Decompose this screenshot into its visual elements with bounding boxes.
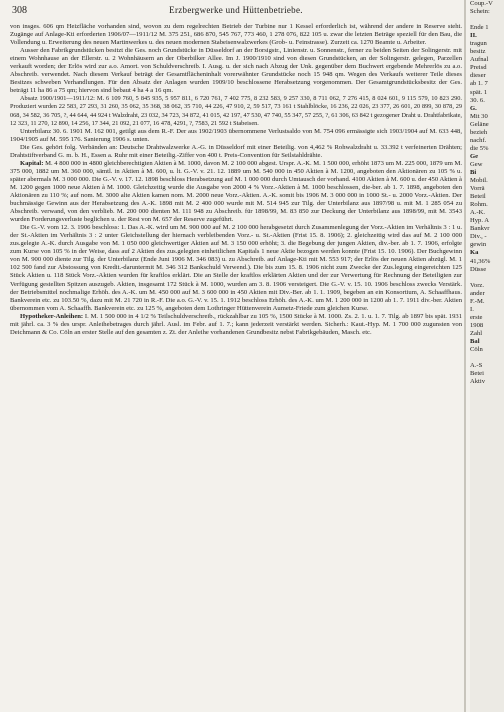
adjacent-page-fragment: Bi [470,168,477,176]
main-column [10,0,462,712]
adjacent-page-fragment: besitz [470,48,486,56]
page-number: 308 [12,5,27,16]
adjacent-page-column [470,0,504,712]
page-gutter [464,0,466,712]
adjacent-page-fragment: 30. 6. [470,96,485,104]
adjacent-page-fragment [470,354,504,362]
adjacent-page-fragment: Schein: [470,8,490,16]
adjacent-page-fragment [470,274,504,282]
paragraph-4: Unterbilanz 30. 6. 1901 M. 162 001, getilgt aus dem R.-F. Der aus 1902/1903 übernommene Verlustsaldo von M. 754 096 ermässigte sich 1903/1904 auf M. 633 448, 1904/1905 auf M. 595 176. Sanierung 1906 s. unten. [10,127,462,143]
adjacent-page-fragment: tragun [470,40,487,48]
paragraph-1: von insges. 606 qm Heizfläche vorhanden sind, wovon zu dem regelrechten Betrieb der Turbine nur 1 Kessel erforderlich ist, während der andere in Reserve steht. Zugänge auf Anlage-Kti erforderten 1906/07—1911/12 M. 375 251, 686 870, 545 767, 773 460, 1 278 076, 822 105 u. zwar die letzten Beträge speziell für den Bau, die Vollendung u. Erweiterung des neuen Martinwerkes u. des neuen modernen Stabeisenwalzwerkes (Grob- u. Feinstrasse). Zurzeit ca. 1270 Beamte u. Arbeiter. [10,23,462,47]
adjacent-page-fragment: nachf. [470,136,487,144]
page-header [10,3,462,19]
adjacent-page-fragment: Aktiv [470,378,486,386]
adjacent-page-fragment: Mobil. [470,177,488,185]
adjacent-page-fragment: die 5% [470,144,489,152]
adjacent-page-fragment: Bankvr [470,225,490,233]
adjacent-page-fragment: II. [470,32,477,40]
adjacent-page-fragment: Betei [470,370,484,378]
adjacent-page-fragment: spät. 1 [470,88,488,96]
running-title: Erzbergwerke und Hüttenbetriebe. [169,5,303,15]
adjacent-page-fragment: ab 1. 7 [470,80,488,88]
adjacent-page-fragment: gewin [470,241,487,249]
adjacent-page-fragment: erste [470,313,483,321]
paragraph-6: Kapital: M. 4 800 000 in 4800 gleichberechtigten Aktien à M. 1000, davon M. 2 100 000 abgest. Urspr. A.-K. M. 1 500 000, erhöht 1873 um M. 225 000, 1879 um M. 375 000, 1882 um M. 360 000, sämtl. in Aktien à M. 600, u. lt. G.-V. v. 21. 12. 1889 um M. 540 000 in 450 Aktien à M. 1200, angeboten den Aktionären zu 105 % u. später abermals M. 3 000 000. Die G.-V. v. 17. 12. 1898 beschloss Herabsetzung auf M. 1 000 000 durch Umtausch der vorhand. 4100 Aktien à M. 600 u. der 450 Aktien à M. 1200 gegen 1000 neue Aktien à M. 1000. Gleichzeitig wurde die Ausgabe von 2000 4 % Vorz.-Aktien à M. 1000 beschlossen, die-ber. ab 1. 7. 1898, angeboten den Aktionären zu 110 %; auf nom. M. 3000 alte Aktien kamen nom. M. 2000 neue Vorz.-Aktien. A.-K. somit bis 1906 M. 3 000 000 in 1000 St.- u. 2000 Vorz.-Aktien. Der buchmässige Gewinn aus der Herabsetzung des A.-K. 1898 mit M. 2 400 000 wurde mit M. 514 945 zur Tilg. der Unterbilanz aus 1897/98 u. mit M. 1 285 054 zu Abschreib. verwand, von den verblieb. M. 200 000 dienten M. 111 948 zu Abschreib. für 1898/99, M. 83 850 zur Deckung der Unterbilanz aus 1898/99, mit M. 3543 wurden Forderungsverluste beglichen u. der Rest von M. 657 der Reserve zugeführt. [10,159,462,224]
adjacent-page-fragment: Ende 1 [470,24,489,32]
body-text [10,23,462,337]
adjacent-page-fragment: Gew [470,160,483,168]
adjacent-page-fragment: Aufnal [470,56,489,64]
adjacent-page-fragment: Coup.-V [470,0,493,7]
adjacent-page-fragment: G. [470,104,477,112]
adjacent-page-fragment: F.-M. [470,297,485,305]
adjacent-page-fragment: 41,36% [470,257,491,265]
adjacent-page-fragment: Düsse [470,265,487,273]
adjacent-page-fragment: 1908 [470,321,484,329]
adjacent-page-fragment [470,16,504,24]
adjacent-page-fragment: Rohm. [470,201,488,209]
adjacent-page-fragment: Vorz. [470,281,484,289]
adjacent-page-fragment: A.-K. [470,209,486,217]
adjacent-page-fragment: dieser [470,72,486,80]
paragraph-2: Ausser den Fabrikgrundstücken besitzt die Ges. noch Grundstücke in Düsseldorf an der Borsigstr., Linienstr. u. Sonnenstr., ferner zu beiden Seiten der Solingerstr. mit einem Wohnhause an der Ellerstr. u. 2 Wohnhäusern an der Oberbilker Allee. Im J. 1900/1910 sind von diesen Grundstücken, an der Solingerstr. gelegen, Parzellen verkauft worden; der Erlös wird zur a.o. Amort. von Schuldverschreib. I. Ausg. u. der sich nach Abzug der Unk. gegenüber dem Buchwert ergebende Mehrerlös zu a.o. Abschreib. verwendet. Nach diesem Verkauf beträgt der Gesamtflächeninhalt vorerwähnter Grundstücke noch 15 948 qm. Wegen des Verkaufs weiterer Teile dieses Besitzes schweben Verhandlungen. Für den Absatz der Anlagen wurden 1909/10 beschlossene Herabsetzung vorgenommen. Der Gesamtgrundstücksbesitz der Ges. beträgt 11 ha 86 a 75 qm; hiervon sind bebaut 4 ha 4 a 16 qm. [10,47,462,95]
adjacent-page-fragment: Bal [470,337,480,345]
adjacent-page-fragment: Geläne [470,120,489,128]
adjacent-page-fragment: bezieh [470,128,488,136]
adjacent-page-fragment: Ka [470,249,479,257]
adjacent-page-fragment: Mit 30 [470,112,488,120]
adjacent-page-fragment: ander [470,289,485,297]
adjacent-page-fragment: Ge [470,152,479,160]
paragraph-3: Absatz 1900/1901—1911/12: M. 6 109 760, 5 845 935, 5 957 811, 6 720 761, 7 402 775, 8 232 583, 9 257 330, 8 711 062, 7 276 415, 8 024 601, 9 115 579, 10 823 290. Produziert wurden 22 583, 27 293, 31 260, 35 062, 35 368, 38 062, 35 710, 44 226, 47 910, 2, 59 517, 73 161 t Stahlblöcke, 16 236, 22 026, 23 377, 26 601, 20 899, 30 878, 29 068, 34 582, 36 705, ?, 44 644, 44 924 t Walzdraht, 23 032, 34 723, 34 872, 41 015, 42 197, 47 530, 47 740, 55 347, 57 255, ?, 61 306, 63 842 t gezogener Draht u. Drahtfabrikate, 12 323, 11 270, 12 890, 14 256, 17 344, 21 092, 21 077, 16 478, 4291, ?, 7583, 21 592 t Stabeisen. [10,95,462,127]
adjacent-page-fragment: Cöln [470,346,483,354]
adjacent-page-fragment: Vorrä [470,185,485,193]
paragraph-8: Hypotheker-Anleihen: I. M. 1 500 000 in 4 1/2 % Teilschuldverschreib., rückzahlbar zu 105 %, 1500 Stücke à M. 1000. Zs. 2. 1. u. 1. 7. Tilg. ab 1897 bis spät. 1931 mit jährl. ca. 3 % des urspr. Anleihebetrages durch jährl. Ausl. im Febr. auf 1. 7.; kann jederzeit verstärkt werden. Sicherh.: Kaut.-Hyp. M. 1 700 000 zugunsten von Deichmann & Co. Cöln an erster Stelle auf den gesamten z. Zt. der Anleihe vorhandenen Grundbesitz nebst Fabrikgebäuden, Masch. etc. [10,312,462,336]
adjacent-page-fragment: A.-S [470,362,483,370]
adjacent-page-fragment: Zahl [470,329,483,337]
adjacent-page-fragment: Beteil [470,193,486,201]
adjacent-page-fragment: Hyp. A [470,217,490,225]
paragraph-5: Die Ges. gehört folg. Verbänden an: Deutsche Drahtwalzwerke A.-G. in Düsseldorf mit einer Beteilig. von 4,462 % Rohwalzdraht u. 33.392 t verfeinerten Drähten; Drahtstiftverband G. m. b. H., Essen a. Ruhr mit einer Beteilig.-Ziffer von 400 t. Preis-Convention für Seilstahldrähte. [10,143,462,159]
adjacent-page-fragment: Preisd [470,64,487,72]
adjacent-page-fragment: I. [470,305,474,313]
adjacent-page-fragment: Div., - [470,233,487,241]
paragraph-7: Die G.-V. vom 12. 3. 1906 beschloss: 1. Das A.-K. wird um M. 900 000 auf M. 2 100 000 herabgesetzt durch Zusammenlegung der Vorz.-Aktien im Verhältnis 3 : 1 u. der St.-Aktien im Verhältnis 3 : 2 unter Gleichstellung der hiernach verbleibenden Vorz.- u. St.-Aktien (Frist 15. 8. 1906); 2. gleichzeitig wird das auf M. 2 100 000 zus.gelegte A.-K. durch Ausgabe von M. 1 050 000 gleichwertiger Aktien auf M. 3 150 000 erhöht; 3. die Begebung der jungen Aktien, div.-ber. ab 1. 7. 1906, erfolgte zum Kurse von 105 % in der Weise, dass auf 2 Aktien des zus.gelegten einheitlichen Kapitals 1 neue Aktie bezogen werden konnte (Frist 15. 10. 1906). Der Buchgewinn von M. 900 000 diente zur Tilg. der Unterbilanz (Ende Juni 1906 M. 346 083) u. zu Abschreib. auf Anlage-Kti mit M. 553 917; der Erlös der neuen Aktien abzügl. M. 1 102 500 fand zur Abstossung von Kredit.-daruntermit M. 346 312 Bankschuld Verwend.). Die bis zum 15. 8. 1906 nicht zum Zwecke der Zus.legung eingereichten 125 Stück Aktien u. 118 Stück Vorz.-Aktien wurden für kraftlos erklärt. Die an Stelle der kraftlos erklärten Aktien und der zur Verwertung für Rechnung der Beteiligten zur Verfügung gestellten Spitzen auszugeb. Aktien, insgesamt 172 Stück à M. 1000, wurden am 3. 8. 1906 versteigert. Die G.-V. v. 15. 10. 1906 beschloss zwecks Verstärk. der Betriebsmittel nochmalige Erhöh. des A.-K. um M. 450 000 auf M. 3 600 000 in 450 Aktien mit Div.-Ber. ab 1. 1. 1909, begeben an ein Konsortium, A. Schaaffhaus. Bankverein etc. zu 103.50 %, dazu mit M. 21 720 in R.-F. Die a.o. G.-V. v. 15. 1. 1912 beschloss Erhöh. des A.-K. um M. 1 200 000 in 1200 ab 1. 7. 1911 div.-ber. Aktien übernommen vom A. Schaaffh. Bankverein etc. zu 125 %, angeboten dem Lothringer Hüttenverein Aumetz-Friede zum gleichen Kurse. [10,224,462,312]
